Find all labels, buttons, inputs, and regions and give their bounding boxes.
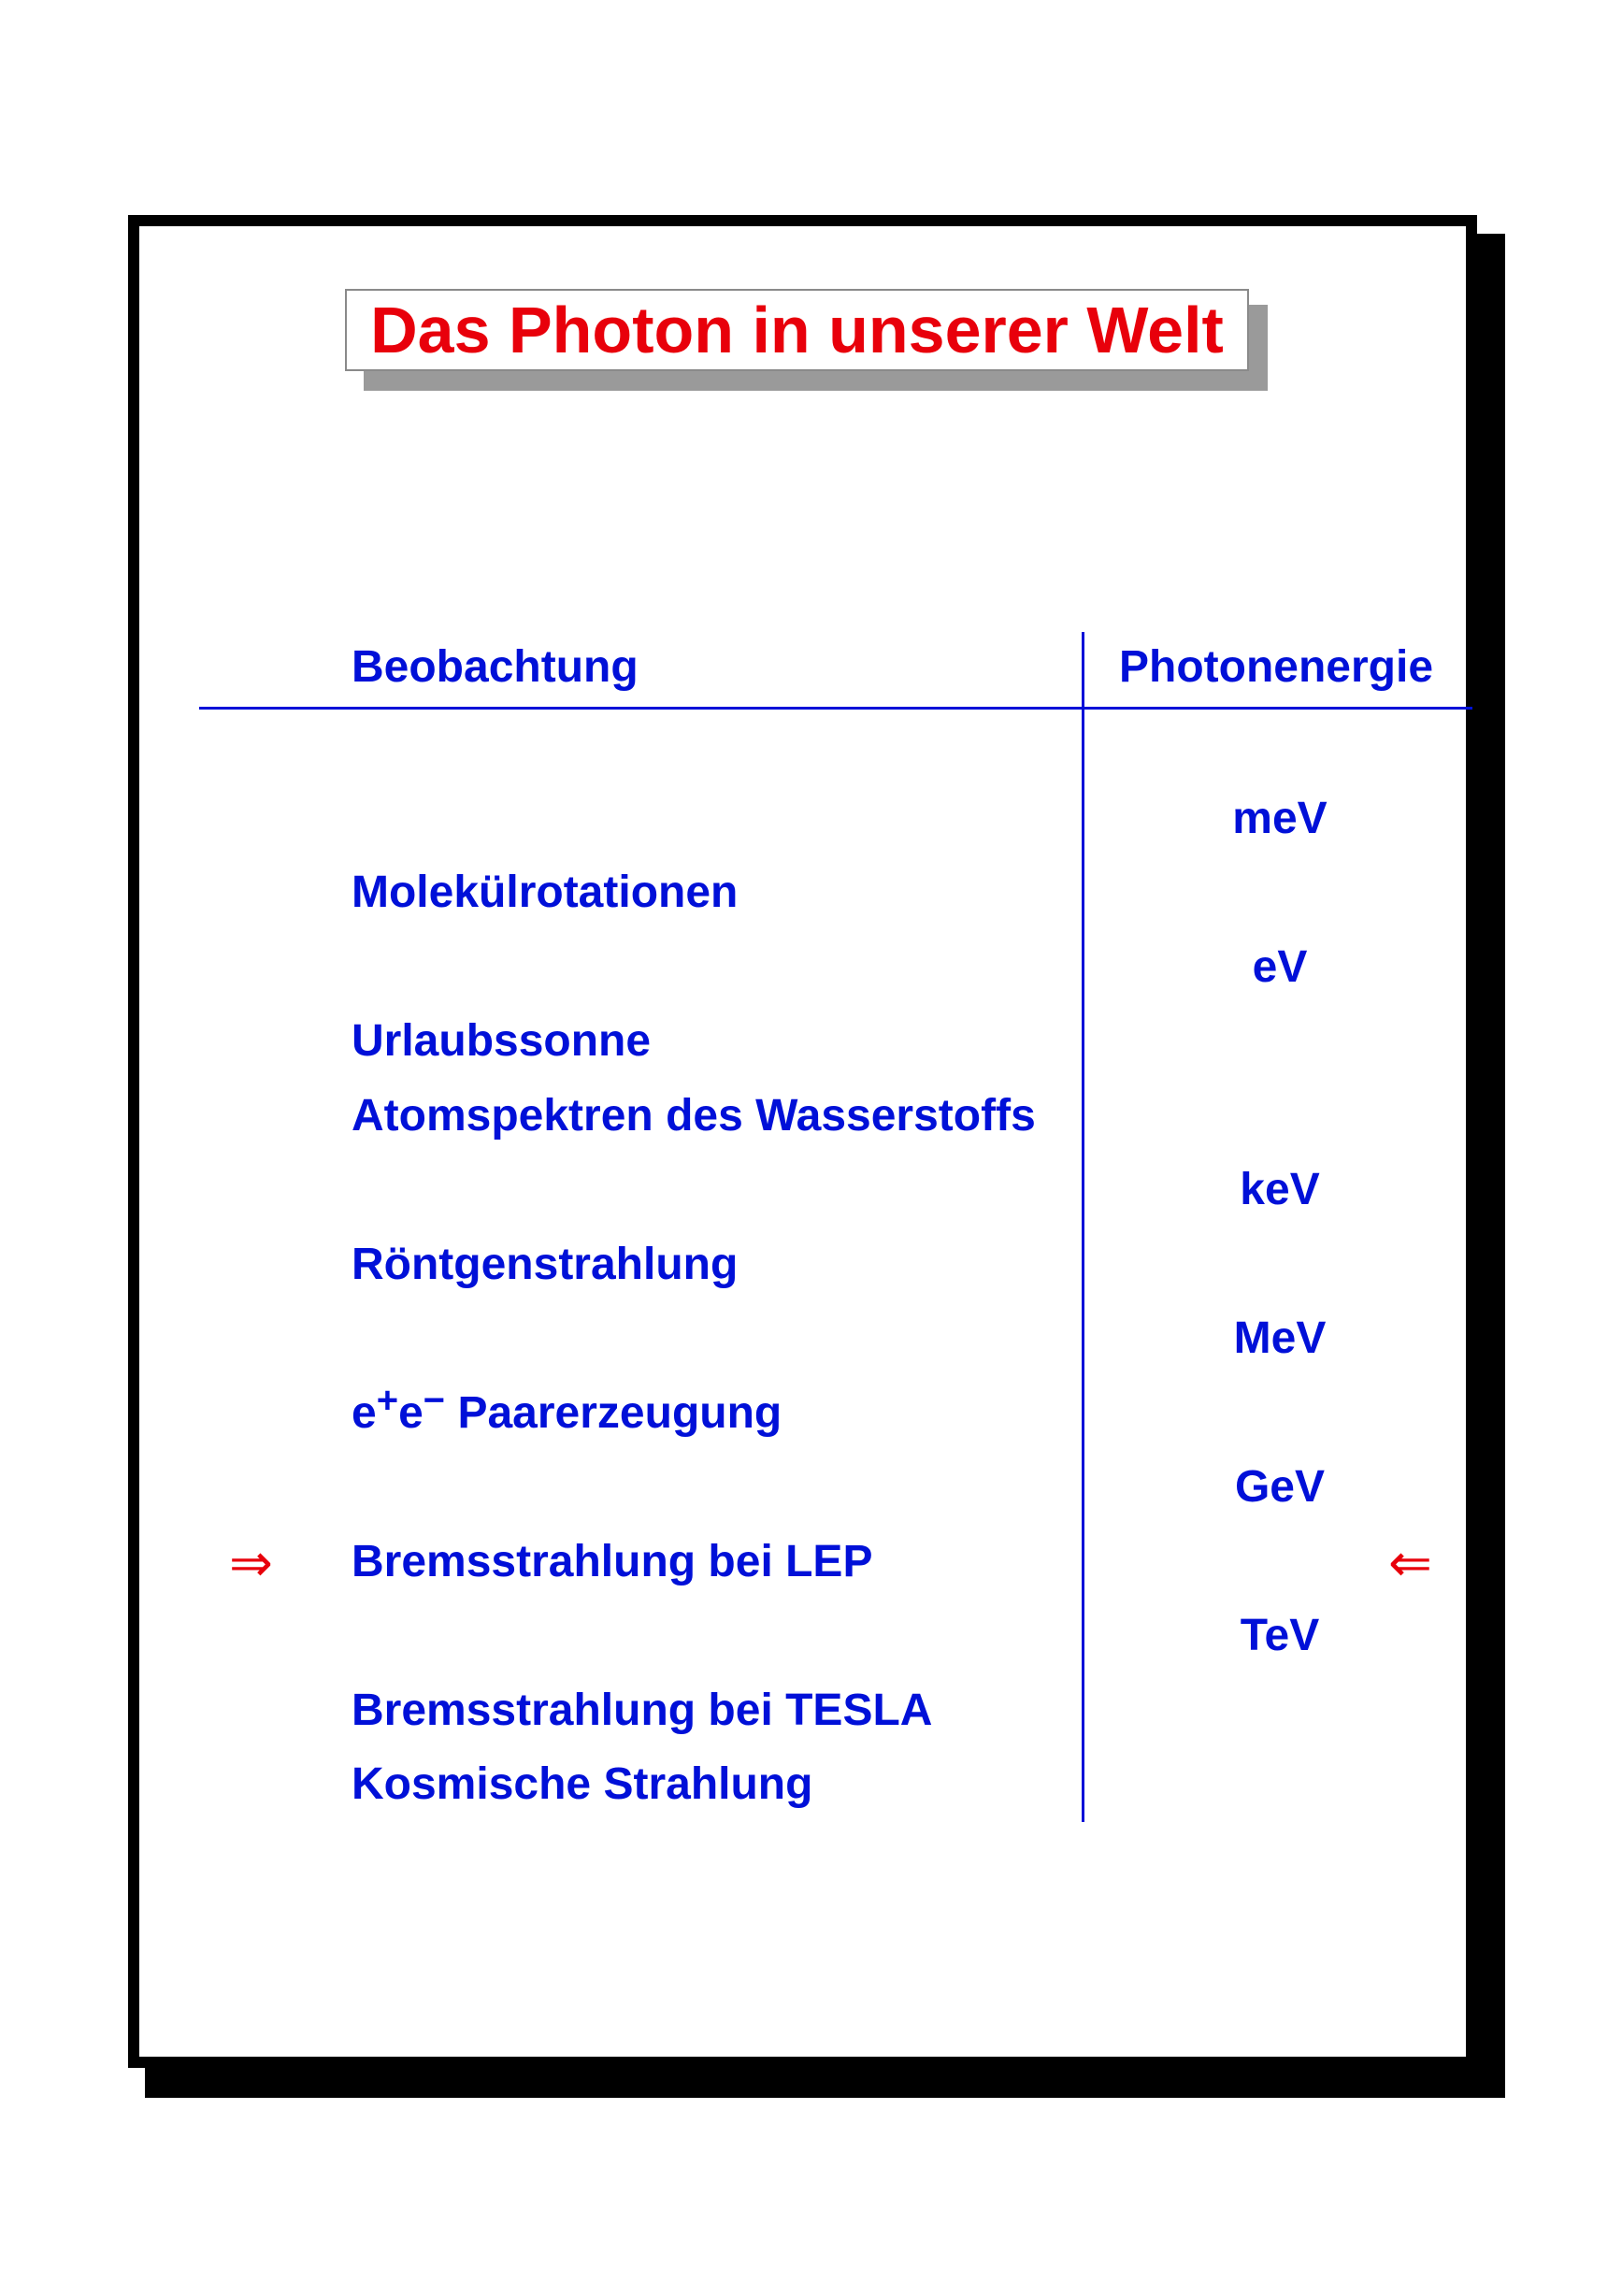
minus-superscript: − bbox=[423, 1380, 446, 1421]
observation-sunlight: Urlaubssonne bbox=[352, 1016, 652, 1066]
column-header-photon-energy: Photonenergie bbox=[1119, 642, 1434, 692]
observation-xray: Röntgenstrahlung bbox=[352, 1240, 739, 1289]
energy-ev: eV bbox=[1252, 942, 1308, 992]
plus-superscript: + bbox=[376, 1380, 399, 1421]
electron-symbol: e bbox=[398, 1388, 423, 1438]
observation-hydrogen-spectra: Atomspektren des Wasserstoffs bbox=[352, 1091, 1036, 1141]
observation-cosmic-radiation: Kosmische Strahlung bbox=[352, 1759, 813, 1809]
page-title: Das Photon in unserer Welt bbox=[370, 294, 1224, 366]
observation-pair-production bbox=[352, 1380, 782, 1438]
observation-molecular-rotations: Molekülrotationen bbox=[352, 868, 739, 917]
column-header-observation: Beobachtung bbox=[352, 642, 639, 692]
title-box bbox=[345, 289, 1249, 371]
energy-gev: GeV bbox=[1234, 1462, 1326, 1512]
observation-lep-bremsstrahlung: Bremsstrahlung bei LEP bbox=[352, 1537, 873, 1586]
energy-tev: TeV bbox=[1240, 1611, 1320, 1660]
left-arrow-icon: ⇐ bbox=[1388, 1533, 1432, 1594]
energy-mev-milli: meV bbox=[1232, 794, 1328, 843]
pair-production-label: Paarerzeugung bbox=[445, 1388, 782, 1438]
energy-mev-mega: MeV bbox=[1233, 1313, 1327, 1363]
header-divider bbox=[199, 707, 1472, 710]
electron-symbol: e bbox=[352, 1388, 377, 1438]
energy-kev: keV bbox=[1240, 1165, 1320, 1214]
right-arrow-icon: ⇒ bbox=[229, 1533, 273, 1594]
observation-tesla-bremsstrahlung: Bremsstrahlung bei TESLA bbox=[352, 1686, 933, 1735]
